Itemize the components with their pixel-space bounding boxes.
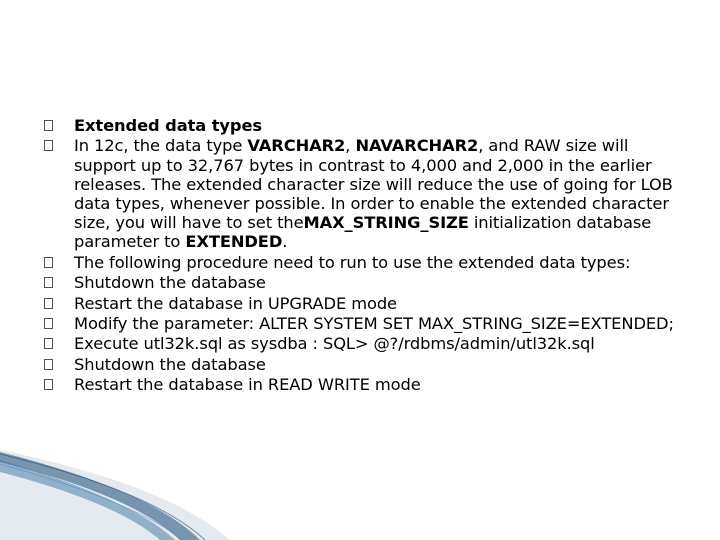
text-run: The following procedure need to run to use the extended data types: (74, 252, 631, 272)
list-item (44, 314, 694, 333)
list-item-text (74, 136, 673, 251)
text-run: Shutdown the database (74, 354, 266, 374)
text-run: Restart the database in READ WRITE mode (74, 375, 421, 395)
corner-swoosh-decoration (0, 450, 720, 540)
list-item (44, 253, 694, 272)
bold-text-run: EXTENDED (185, 232, 283, 252)
list-item-text (74, 253, 630, 272)
square-bullet-icon (44, 379, 53, 390)
square-bullet-icon (44, 277, 53, 288)
list-item-text (74, 294, 397, 313)
list-item-text (74, 116, 262, 135)
square-bullet-icon (44, 257, 53, 268)
list-item-text (74, 273, 266, 292)
bold-text-run: VARCHAR2 (247, 136, 346, 156)
list-item (44, 334, 694, 353)
square-bullet-icon (44, 298, 53, 309)
list-item (44, 116, 694, 135)
square-bullet-icon (44, 140, 53, 151)
text-run: . (282, 232, 288, 252)
bullet-list (44, 116, 694, 396)
bold-text-run: MAX_STRING_SIZE (303, 213, 469, 233)
square-bullet-icon (44, 338, 53, 349)
list-item (44, 273, 694, 292)
list-item (44, 136, 694, 251)
list-item (44, 375, 694, 394)
text-run: , and RAW size will support up to 32,767 bytes in contrast to 4,000 and 2,000 in the earlier releases. The extended character size will reduce the use of going for LOB data types, whenever possible. In order to enable the extended character size, you will have to set the (74, 136, 673, 233)
text-run: , (345, 136, 356, 156)
square-bullet-icon (44, 120, 53, 131)
square-bullet-icon (44, 359, 53, 370)
text-run: Shutdown the database (74, 273, 266, 293)
text-run: Modify the parameter: ALTER SYSTEM SET MAX_STRING_SIZE=EXTENDED; (74, 313, 674, 333)
square-bullet-icon (44, 318, 53, 329)
bold-text-run: NAVARCHAR2 (355, 136, 479, 156)
text-run: Restart the database in UPGRADE mode (74, 293, 397, 313)
text-run: In 12c, the data type (74, 136, 248, 156)
list-item (44, 294, 694, 313)
text-run: Execute utl32k.sql as sysdba : SQL> @?/rdbms/admin/utl32k.sql (74, 334, 595, 354)
list-item-text (74, 334, 595, 353)
list-item-text (74, 375, 421, 394)
text-run: initialization database parameter to (74, 213, 652, 252)
list-item-text (74, 314, 674, 333)
list-item-text (74, 355, 266, 374)
bold-text-run: Extended data types (74, 116, 263, 135)
list-item (44, 355, 694, 374)
